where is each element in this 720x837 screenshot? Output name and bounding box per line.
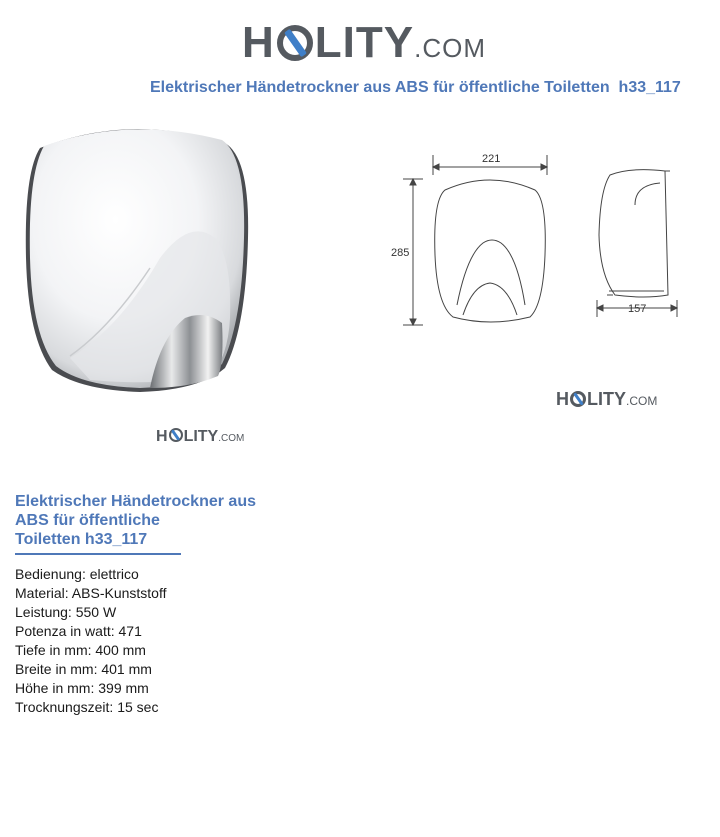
holity-logo[interactable] [242,18,486,68]
logo-letter-h: H [556,389,569,409]
spec-item: Potenza in watt: 471 [15,623,142,639]
side-outline [599,170,668,297]
spec-item: Breite in mm: 401 mm [15,661,152,677]
logo-letter-h: H [242,18,275,67]
width-label: 221 [482,153,501,165]
spec-item: Trocknungszeit: 15 sec [15,699,159,715]
logo-domain: .COM [218,433,245,444]
spec-item: Material: ABS-Kunststoff [15,585,167,601]
front-outline [435,180,546,322]
logo-letters: LITY [587,389,626,409]
product-title: Elektrischer Händetrockner aus ABS für öffentliche Toiletten h33_117 [15,493,256,548]
logo-domain: .COM [414,33,486,63]
spec-item: Bedienung: elettrico [15,566,139,582]
logo-domain: .COM [626,394,658,408]
drawing-holity-logo [556,389,657,410]
page-title: Elektrischer Händetrockner aus ABS für öffentliche Toiletten h33_117 [150,79,681,96]
logo-letter-h: H [156,428,168,445]
spec-list [15,565,166,717]
logo-o-icon [169,428,183,442]
dimension-drawing [391,145,685,330]
title-underline [15,553,181,555]
logo-letters: LITY [314,18,415,67]
spec-item: Höhe in mm: 399 mm [15,680,149,696]
logo-o-icon [570,391,586,407]
height-label: 285 [391,247,410,259]
logo-o-icon [277,25,313,61]
product-photo [10,118,270,418]
photo-holity-logo [156,427,244,446]
depth-label: 157 [628,303,647,315]
spec-item: Tiefe in mm: 400 mm [15,642,146,658]
logo-letters: LITY [183,428,219,445]
spec-item: Leistung: 550 W [15,604,117,620]
